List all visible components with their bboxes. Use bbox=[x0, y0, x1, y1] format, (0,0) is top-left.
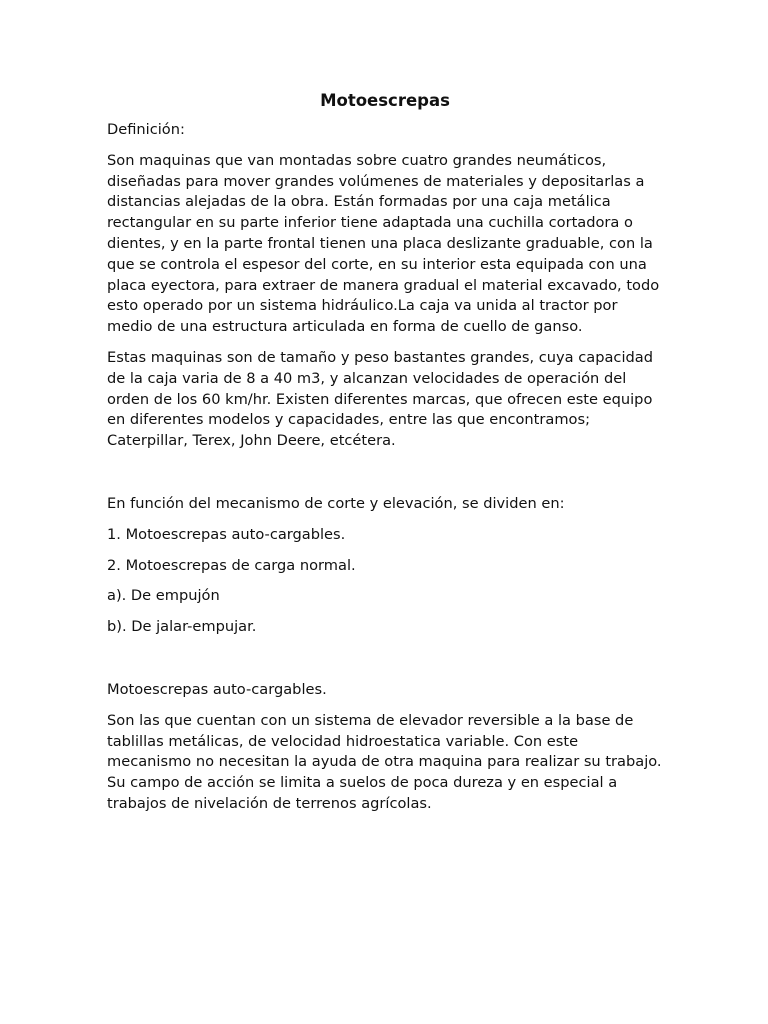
definition-heading: Definición: bbox=[107, 121, 185, 138]
list-item: 2. Motoescrepas de carga normal. bbox=[107, 556, 356, 574]
blank-line bbox=[107, 462, 663, 494]
list-item: b). De jalar-empujar. bbox=[107, 618, 257, 636]
document-title: Motoescrepas bbox=[320, 91, 450, 110]
section-heading: Motoescrepas auto-cargables. bbox=[107, 680, 327, 698]
classification-intro: En función del mecanismo de corte y elevación, se dividen en: bbox=[107, 494, 565, 512]
paragraph-capacity: Estas maquinas son de tamaño y peso bastantes grandes, cuya capacidad de la caja varia de 8 a 40 m3, y alcanzan velocidades de operación del orden de los 60 km/hr. Existen diferentes marcas, que ofrecen este equipo en diferentes modelos y capacidades, entre las que encontramos; Caterpillar, Terex, John Deere, etcétera. bbox=[107, 348, 653, 450]
blank-line bbox=[107, 648, 663, 680]
list-item: 1. Motoescrepas auto-cargables. bbox=[107, 525, 346, 543]
document-page bbox=[107, 89, 663, 825]
paragraph-definition: Son maquinas que van montadas sobre cuatro grandes neumáticos, diseñadas para mover grandes volúmenes de materiales y depositarlas a distancias alejadas de la obra. Están formadas por una caja metálica rectangular en su parte inferior tiene adaptada una cuchilla cortadora o dientes, y en la parte frontal tienen una placa deslizante graduable, con la que se controla el espesor del corte, en su interior esta equipada con una placa eyectora, para extraer de manera gradual el material excavado, todo esto operado por un sistema hidráulico.La caja va unida al tractor por medio de una estructura articulada en forma de cuello de ganso. bbox=[107, 151, 660, 336]
list-item: a). De empujón bbox=[107, 587, 220, 605]
paragraph-auto-loading: Son las que cuentan con un sistema de elevador reversible a la base de tablillas metálicas, de velocidad hidroestatica variable. Con este mecanismo no necesitan la ayuda de otra maquina para realizar su trabajo. Su campo de acción se limita a suelos de poca dureza y en especial a trabajos de nivelación de terrenos agrícolas. bbox=[107, 711, 662, 812]
